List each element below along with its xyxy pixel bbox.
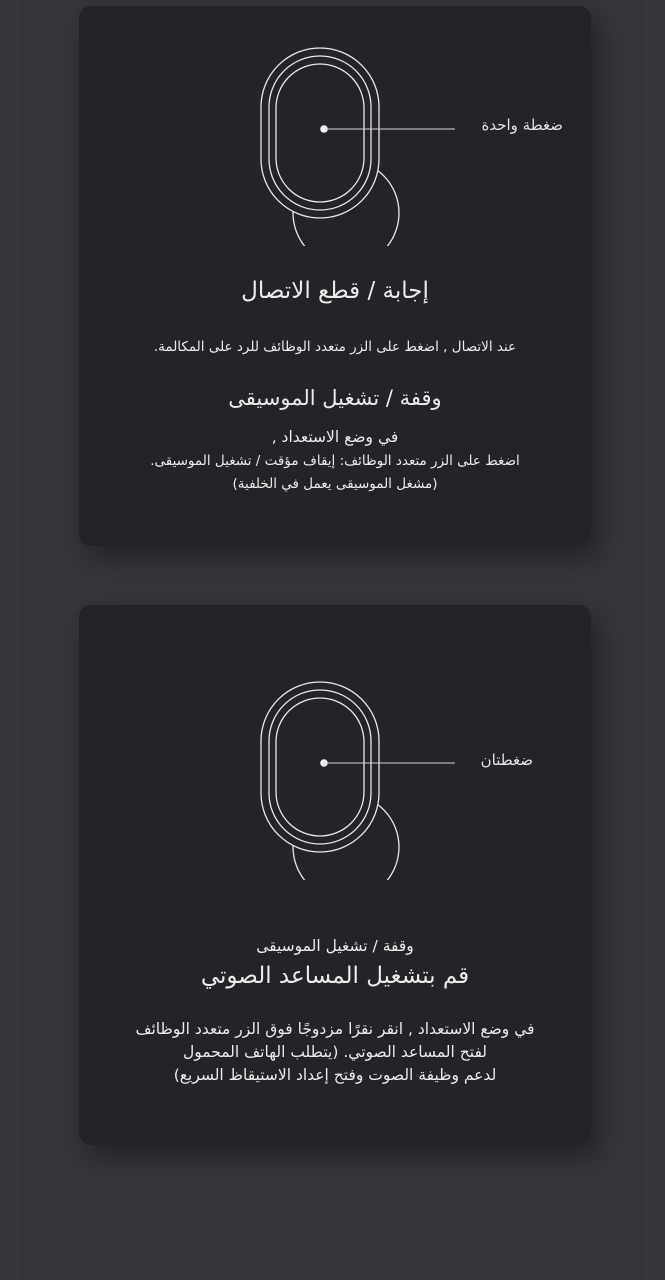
double-press-card	[79, 605, 591, 1145]
background-player-note: (مشغل الموسيقى يعمل في الخلفية)	[232, 476, 438, 492]
callout-line	[319, 124, 459, 134]
answer-hangup-title: إجابة / قطع الاتصال	[241, 278, 429, 304]
pause-play-music-title: وقفة / تشغيل الموسيقى	[228, 386, 442, 410]
pause-play-instruction: اضغط على الزر متعدد الوظائف: إيقاف مؤقت / تشغيل الموسيقى.	[150, 453, 520, 469]
voice-assistant-line-2: لفتح المساعد الصوتي. (يتطلب الهاتف المحمول	[182, 1043, 488, 1061]
voice-assistant-title: قم بتشغيل المساعد الصوتي	[200, 963, 470, 989]
single-press-card	[79, 6, 591, 546]
callout-line	[319, 758, 459, 768]
single-press-label: ضغطة واحدة	[481, 116, 563, 134]
standby-mode-text: في وضع الاستعداد ,	[271, 428, 399, 446]
page-edge-line-left	[22, 0, 23, 1280]
page-edge-line-right	[641, 0, 642, 1280]
double-press-label: ضغطتان	[480, 751, 533, 769]
answer-call-description: عند الاتصال , اضغط على الزر متعدد الوظائف للرد على المكالمة.	[153, 339, 517, 355]
voice-assistant-line-1: في وضع الاستعداد , انقر نقرًا مزدوجًا فوق الزر متعدد الوظائف	[135, 1020, 535, 1038]
voice-assistant-line-3: لدعم وظيفة الصوت وفتح إعداد الاستيقاظ السريع)	[173, 1066, 497, 1084]
earbud-outline-icon	[239, 46, 439, 246]
earbud-outline-icon	[239, 680, 439, 880]
pause-play-music-subtitle: وقفة / تشغيل الموسيقى	[256, 937, 414, 955]
